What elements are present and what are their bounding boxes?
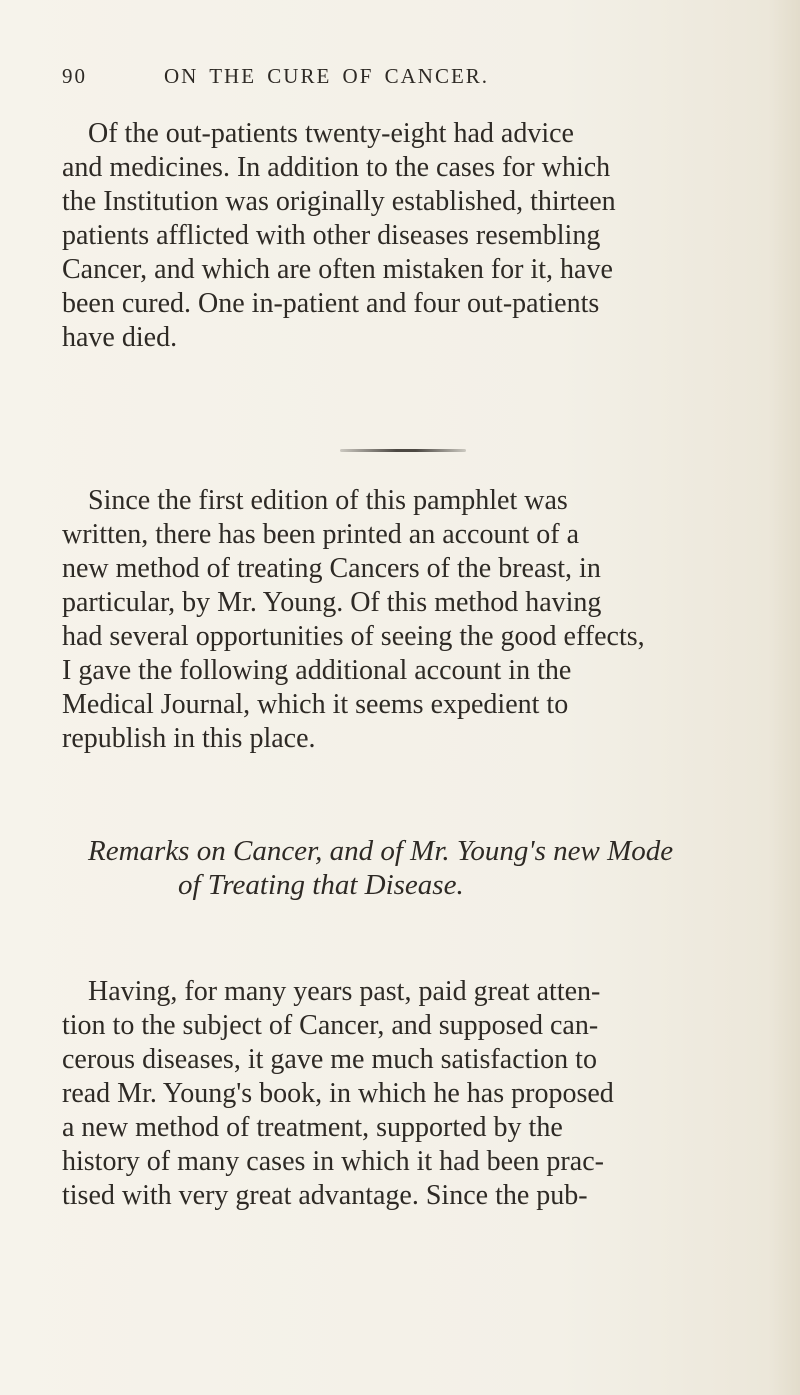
text-line: I gave the following additional account in the — [62, 655, 572, 686]
section-title-line: of Treating that Disease. — [178, 869, 464, 901]
running-head — [62, 60, 762, 96]
text-line: have died. — [62, 322, 178, 353]
section-divider — [340, 449, 466, 452]
text-line: read Mr. Young's book, in which he has proposed — [62, 1078, 614, 1109]
text-line: the Institution was originally established, thirteen — [62, 186, 616, 217]
text-line: republish in this place. — [62, 723, 316, 754]
text-line: tion to the subject of Cancer, and supposed can- — [62, 1010, 599, 1041]
text-line: new method of treating Cancers of the breast, in — [62, 553, 601, 584]
text-line: Cancer, and which are often mistaken for it, have — [62, 254, 613, 285]
text-line: Of the out-patients twenty-eight had advice — [88, 118, 574, 149]
section-title-line: Remarks on Cancer, and of Mr. Young's new Mode — [88, 835, 674, 867]
text-line: and medicines. In addition to the cases for which — [62, 152, 611, 183]
text-line: had several opportunities of seeing the good effects, — [62, 621, 645, 652]
text-line: Since the first edition of this pamphlet was — [88, 485, 568, 516]
running-head-title: ON THE CURE OF CANCER. — [164, 64, 490, 88]
text-line: been cured. One in-patient and four out-patients — [62, 288, 600, 319]
text-line: Medical Journal, which it seems expedient to — [62, 689, 569, 720]
text-line: particular, by Mr. Young. Of this method having — [62, 587, 602, 618]
text-line: written, there has been printed an account of a — [62, 519, 580, 550]
page-number: 90 — [62, 64, 87, 88]
text-line: tised with very great advantage. Since the pub- — [62, 1180, 588, 1211]
text-line: a new method of treatment, supported by the — [62, 1112, 563, 1143]
text-line: Having, for many years past, paid great atten- — [88, 976, 601, 1007]
text-line: patients afflicted with other diseases resembling — [62, 220, 601, 251]
text-line: history of many cases in which it had been prac- — [62, 1146, 604, 1177]
text-line: cerous diseases, it gave me much satisfaction to — [62, 1044, 597, 1075]
